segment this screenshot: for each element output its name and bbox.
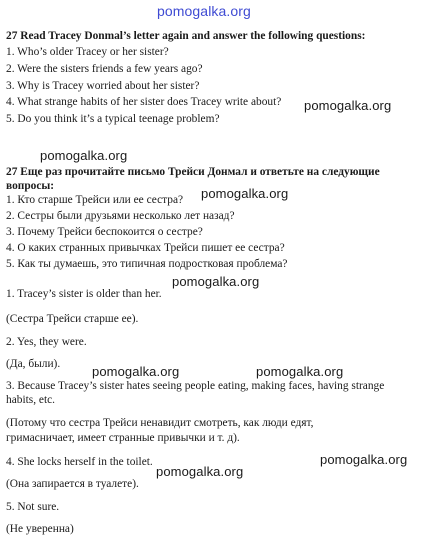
answer-2-translation: (Да, были). xyxy=(6,358,61,370)
english-question-2: 2. Were the sisters friends a few years ago? xyxy=(6,63,203,75)
answer-3-translation-line-1: (Потому что сестра Трейси ненавидит смотреть, как люди едят, xyxy=(6,417,314,429)
russian-question-5: 5. Как ты думаешь, это типичная подростковая проблема? xyxy=(6,258,288,270)
watermark: pomogalka.org xyxy=(92,364,180,379)
english-heading: 27 Read Tracey Donmal’s letter again and answer the following questions: xyxy=(6,30,366,42)
watermark: pomogalka.org xyxy=(156,464,244,479)
watermark-top: pomogalka.org xyxy=(157,3,251,19)
answer-1-translation: (Сестра Трейси старше ее). xyxy=(6,313,139,325)
russian-heading-line-1: 27 Еще раз прочитайте письмо Трейси Донмал и ответьте на следующие xyxy=(6,166,380,178)
answer-5-translation: (Не уверенна) xyxy=(6,523,74,535)
answer-4-translation: (Она запирается в туалете). xyxy=(6,478,139,490)
answer-3-line-2: habits, etc. xyxy=(6,394,56,406)
watermark: pomogalka.org xyxy=(201,186,289,201)
russian-question-2: 2. Сестры были друзьями несколько лет назад? xyxy=(6,210,235,222)
russian-heading-line-2: вопросы: xyxy=(6,180,55,192)
answer-2: 2. Yes, they were. xyxy=(6,336,87,348)
english-question-3: 3. Why is Tracey worried about her sister? xyxy=(6,80,200,92)
russian-question-1: 1. Кто старше Трейси или ее сестра? xyxy=(6,194,184,206)
watermark: pomogalka.org xyxy=(172,274,260,289)
answer-3-translation-line-2: гримасничает, имеет странные привычки и т. д). xyxy=(6,432,240,444)
watermark: pomogalka.org xyxy=(256,364,344,379)
watermark: pomogalka.org xyxy=(40,148,128,163)
answer-3-line-1: 3. Because Tracey’s sister hates seeing people eating, making faces, having strange xyxy=(6,380,385,392)
english-question-4: 4. What strange habits of her sister does Tracey write about? xyxy=(6,96,282,108)
english-question-5: 5. Do you think it’s a typical teenage problem? xyxy=(6,113,220,125)
russian-question-3: 3. Почему Трейси беспокоится о сестре? xyxy=(6,226,203,238)
answer-4: 4. She locks herself in the toilet. xyxy=(6,456,153,468)
answer-1: 1. Tracey’s sister is older than her. xyxy=(6,288,162,300)
english-question-1: 1. Who’s older Tracey or her sister? xyxy=(6,46,169,58)
watermark: pomogalka.org xyxy=(304,98,392,113)
watermark: pomogalka.org xyxy=(320,452,408,467)
russian-question-4: 4. О каких странных привычках Трейси пишет ее сестра? xyxy=(6,242,285,254)
answer-5: 5. Not sure. xyxy=(6,501,60,513)
